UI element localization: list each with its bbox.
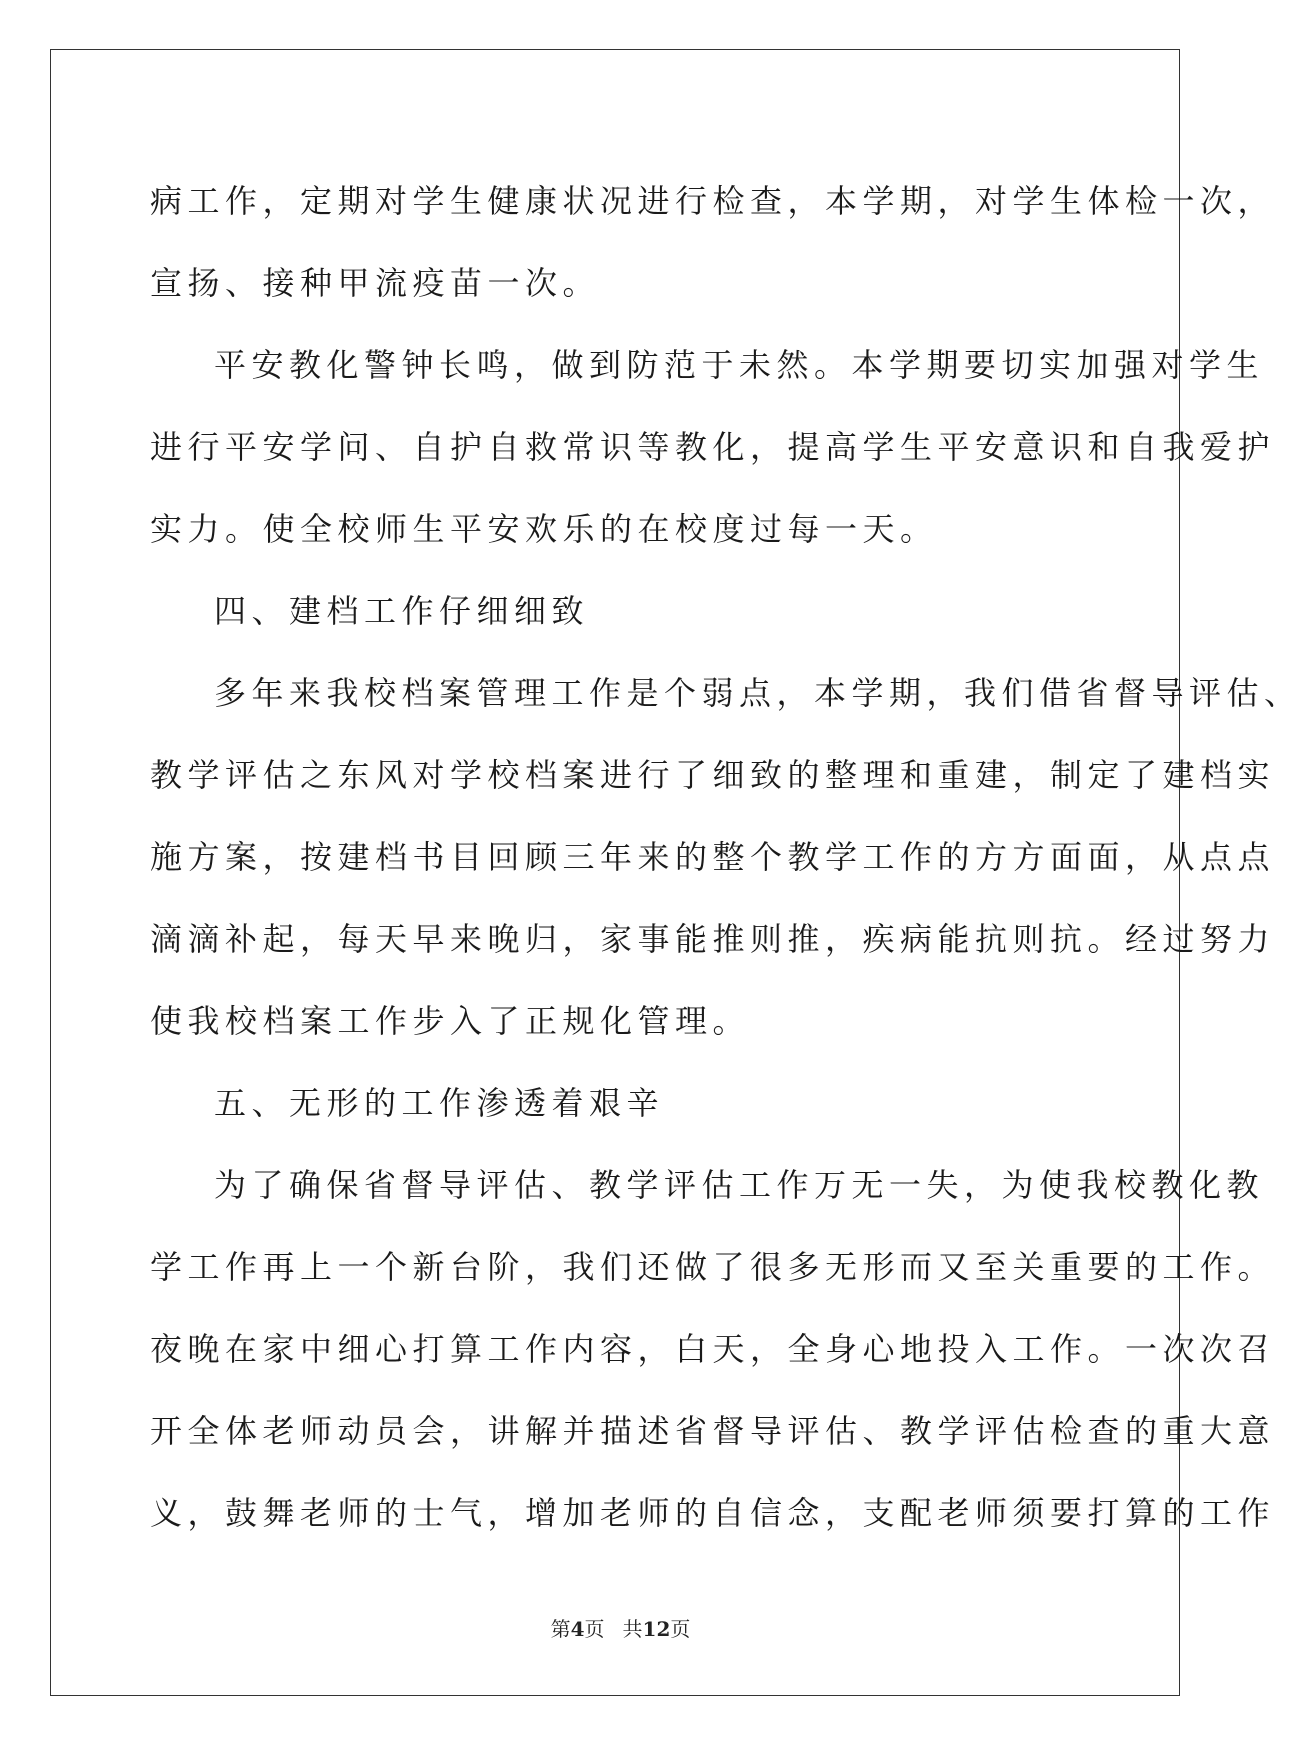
section-heading: 五、无形的工作渗透着艰辛 (214, 1084, 665, 1122)
body-line: 教学评估之东风对学校档案进行了细致的整理和重建，制定了建档实 (150, 756, 1276, 794)
paragraph-start-line: 多年来我校档案管理工作是个弱点，本学期，我们借省督导评估、 (214, 674, 1302, 712)
paragraph-start-line: 为了确保省督导评估、教学评估工作万无一失，为使我校教化教 (214, 1166, 1265, 1204)
page-suffix: 页 (584, 1617, 605, 1641)
total-pages: 12 (642, 1617, 671, 1641)
page-footer (0, 1613, 1241, 1642)
body-line: 使我校档案工作步入了正规化管理。 (150, 1002, 751, 1040)
body-line: 施方案，按建档书目回顾三年来的整个教学工作的方方面面，从点点 (150, 838, 1276, 876)
body-line: 宣扬、接种甲流疫苗一次。 (150, 264, 601, 302)
body-line: 夜晚在家中细心打算工作内容，白天，全身心地投入工作。一次次召 (150, 1330, 1276, 1368)
body-line: 开全体老师动员会，讲解并描述省督导评估、教学评估检查的重大意 (150, 1412, 1276, 1450)
section-heading: 四、建档工作仔细细致 (214, 592, 590, 630)
body-line: 进行平安学问、自护自救常识等教化，提高学生平安意识和自我爱护 (150, 428, 1276, 466)
paragraph-start-line: 平安教化警钟长鸣，做到防范于未然。本学期要切实加强对学生 (214, 346, 1265, 384)
total-suffix: 页 (670, 1617, 691, 1641)
body-line: 病工作，定期对学生健康状况进行检查，本学期，对学生体检一次， (150, 182, 1276, 220)
body-line: 义，鼓舞老师的士气，增加老师的自信念，支配老师须要打算的工作 (150, 1494, 1276, 1532)
total-prefix: 共 (622, 1617, 643, 1641)
page-prefix: 第 (550, 1617, 571, 1641)
body-line: 滴滴补起，每天早来晚归，家事能推则推，疾病能抗则抗。经过努力 (150, 920, 1276, 958)
document-body (150, 160, 1302, 1554)
body-line: 实力。使全校师生平安欢乐的在校度过每一天。 (150, 510, 938, 548)
body-line: 学工作再上一个新台阶，我们还做了很多无形而又至关重要的工作。 (150, 1248, 1276, 1286)
page-number: 4 (570, 1617, 585, 1641)
